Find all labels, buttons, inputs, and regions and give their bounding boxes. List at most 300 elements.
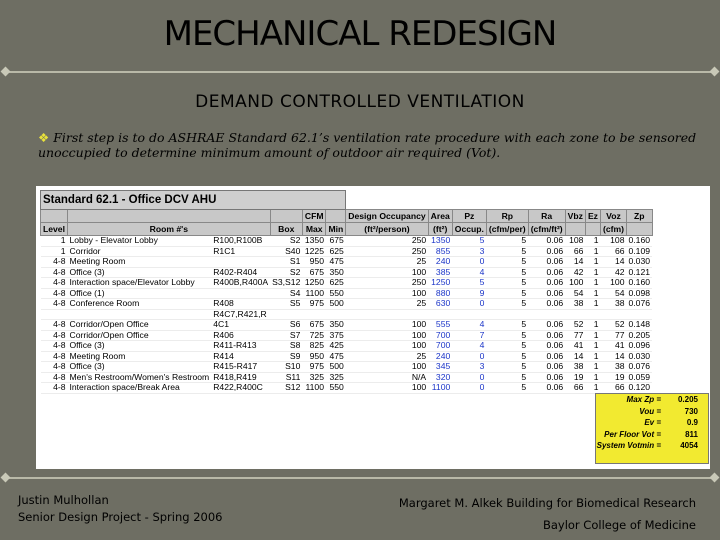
table-cell: 5 — [486, 320, 528, 331]
table-cell: 66 — [565, 246, 585, 257]
spreadsheet-image — [36, 186, 710, 469]
table-cell: 0.06 — [528, 383, 565, 394]
table-cell: 5 — [452, 236, 486, 247]
table-cell: 4-8 — [41, 257, 68, 268]
table-row — [41, 236, 653, 247]
table-row — [41, 341, 653, 352]
table-cell: 1 — [585, 288, 600, 299]
table-row — [41, 309, 653, 320]
footer-project: Senior Design Project - Spring 2006 — [18, 510, 223, 524]
table-cell: 7 — [452, 330, 486, 341]
table-cell: 5 — [486, 351, 528, 362]
table-cell: 5 — [486, 330, 528, 341]
table-cell: 500 — [326, 362, 346, 373]
table-cell: 550 — [326, 288, 346, 299]
table-cell: S2 — [270, 267, 302, 278]
table-cell: R406 — [211, 330, 270, 341]
table-title: Standard 62.1 - Office DCV AHU — [41, 191, 346, 210]
table-cell: S12 — [270, 383, 302, 394]
header-cell — [565, 223, 585, 236]
table-cell: 4-8 — [41, 362, 68, 373]
table-cell: 0.076 — [628, 361, 651, 371]
table-cell: 625 — [326, 278, 346, 289]
table-cell: 0.06 — [528, 362, 565, 373]
table-cell: 4-8 — [41, 383, 68, 394]
header-cell: Rp — [486, 210, 528, 223]
summary-label: Max Zp = — [626, 395, 661, 404]
table-cell: 5 — [486, 267, 528, 278]
table-cell: 555 — [428, 320, 452, 331]
table-cell: 100 — [565, 278, 585, 289]
summary-label: Ev = — [644, 418, 661, 427]
table-cell: 5 — [486, 299, 528, 310]
table-cell: 100 — [346, 362, 428, 373]
table-cell: Office (3) — [67, 267, 211, 278]
table-cell: Office (3) — [67, 362, 211, 373]
table-row — [41, 362, 653, 373]
table-row — [41, 320, 653, 331]
table-cell: 0 — [452, 383, 486, 394]
table-cell: 0.06 — [528, 330, 565, 341]
table-cell: R400B,R400A — [213, 277, 269, 287]
footer-college: Baylor College of Medicine — [542, 518, 696, 532]
summary-box — [595, 393, 709, 464]
table-cell: 4 — [452, 267, 486, 278]
table-cell: 1250 — [302, 278, 326, 289]
table-row — [41, 257, 653, 268]
table-cell: 100 — [346, 288, 428, 299]
table-cell: 0.109 — [628, 246, 651, 256]
table-cell: 5 — [486, 236, 528, 247]
table-cell: 250 — [346, 236, 428, 247]
table-title-blank — [346, 191, 652, 210]
slide-subtitle: DEMAND CONTROLLED VENTILATION — [195, 92, 525, 112]
table-cell: 1 — [585, 372, 600, 383]
table-cell — [67, 309, 211, 320]
table-cell: 5 — [486, 288, 528, 299]
header-cell — [67, 210, 270, 223]
summary-label: Vou = — [639, 406, 661, 416]
table-cell: 4-8 — [41, 278, 68, 289]
table-cell: 108 — [565, 236, 585, 247]
table-row — [41, 351, 653, 362]
divider-bottom-diamond-right-icon — [710, 473, 720, 483]
table-cell: 66 — [600, 383, 626, 394]
header-cell — [270, 210, 302, 223]
table-cell: 0.06 — [528, 267, 565, 278]
table-cell: 0.160 — [628, 277, 651, 287]
table-cell — [428, 309, 452, 320]
table-cell: 19 — [600, 372, 626, 383]
table-cell: 1 — [585, 246, 600, 257]
table-cell: 725 — [302, 330, 326, 341]
table-cell: 3 — [452, 246, 486, 257]
table-cell: 675 — [302, 320, 326, 331]
table-cell: 0 — [452, 299, 486, 310]
table-cell: 625 — [326, 246, 346, 257]
table-cell: 42 — [600, 267, 626, 278]
table-row — [41, 246, 653, 257]
table-cell: 4-8 — [41, 320, 68, 331]
table-row — [41, 372, 653, 383]
header-cell: Min — [326, 223, 346, 236]
table-cell: 1100 — [302, 383, 326, 394]
summary-row — [596, 406, 708, 418]
table-cell: 475 — [326, 351, 346, 362]
table-cell: 4-8 — [41, 341, 68, 352]
table-cell: R422,R400C — [211, 383, 270, 394]
table-cell: 1100 — [302, 288, 326, 299]
table-cell: 54 — [600, 288, 626, 299]
table-cell: 52 — [600, 320, 626, 331]
table-cell: 975 — [302, 362, 326, 373]
table-cell: N/A — [346, 372, 428, 383]
table-cell: 1 — [41, 236, 68, 247]
table-cell: 825 — [302, 341, 326, 352]
summary-value: 4054 — [680, 441, 698, 450]
footer-building-name: Margaret M. Alkek Building for Biomedical Research — [398, 496, 696, 510]
table-cell: R100,R100B — [211, 236, 270, 247]
table-cell: S7 — [270, 330, 302, 341]
header-cell: Room #'s — [67, 223, 270, 236]
table-cell: 38 — [600, 362, 626, 373]
summary-row — [596, 429, 708, 441]
table-cell: Conference Room — [67, 299, 211, 310]
table-cell: 3 — [452, 362, 486, 373]
table-cell: 240 — [428, 257, 452, 268]
table-cell: S11 — [270, 372, 302, 383]
header-cell: Design Occupancy — [346, 210, 428, 223]
table-cell: 1250 — [428, 278, 452, 289]
table-cell: 14 — [565, 351, 585, 362]
table-cell: 1 — [585, 257, 600, 268]
table-cell: 700 — [428, 341, 452, 352]
table-cell: 1 — [585, 383, 600, 394]
header-cell: Area — [428, 210, 452, 223]
table-cell: 54 — [565, 288, 585, 299]
table-cell: 1225 — [302, 246, 326, 257]
divider-bottom — [8, 477, 712, 479]
table-cell: 4-8 — [41, 299, 68, 310]
footer-author — [18, 492, 222, 526]
table-cell: S6 — [270, 320, 302, 331]
table-cell: 0.06 — [528, 299, 565, 310]
header-cell: (cfm) — [600, 223, 626, 236]
table-cell: 0.205 — [628, 330, 651, 340]
table-row — [41, 278, 653, 289]
table-cell: S3,S12 — [272, 277, 301, 287]
table-cell: 0.030 — [628, 256, 651, 266]
table-cell: 0.06 — [528, 288, 565, 299]
table-cell: Meeting Room — [67, 351, 211, 362]
header-cell: Level — [41, 223, 68, 236]
table-cell: 0.121 — [628, 267, 651, 277]
table-cell: 4 — [452, 341, 486, 352]
table-cell: 325 — [302, 372, 326, 383]
divider-top — [8, 71, 712, 73]
table-header-top-row — [41, 210, 653, 223]
table-cell: 5 — [486, 257, 528, 268]
table-cell: 42 — [565, 267, 585, 278]
table-cell: 4-8 — [41, 288, 68, 299]
table-cell: 0.06 — [528, 257, 565, 268]
table-cell: 1 — [585, 267, 600, 278]
table-cell: 0.06 — [528, 341, 565, 352]
table-cell: 550 — [326, 383, 346, 394]
footer-building — [399, 492, 696, 536]
table-cell: S5 — [270, 299, 302, 310]
table-cell: 630 — [428, 299, 452, 310]
divider-diamond-left-icon — [1, 67, 11, 77]
header-cell: Vbz — [565, 210, 585, 223]
table-cell — [528, 309, 565, 320]
summary-value: 811 — [685, 429, 698, 439]
bullet-diamond-icon: ❖ — [38, 130, 50, 145]
table-cell: 25 — [346, 257, 428, 268]
table-cell: 100 — [346, 330, 428, 341]
table-cell: 0.06 — [528, 278, 565, 289]
table-cell: 1 — [585, 341, 600, 352]
table-cell: Corridor — [67, 246, 211, 257]
table-cell: 14 — [565, 257, 585, 268]
table-row — [41, 330, 653, 341]
divider-diamond-right-icon — [710, 67, 720, 77]
table-cell: 4-8 — [41, 330, 68, 341]
table-cell: 1 — [41, 246, 68, 257]
table-cell: S1 — [270, 257, 302, 268]
table-cell: 5 — [486, 372, 528, 383]
summary-label: Per Floor Vot = — [604, 429, 661, 439]
table-cell: 38 — [600, 299, 626, 310]
table-cell: 375 — [326, 330, 346, 341]
table-cell: 1 — [585, 351, 600, 362]
table-cell: 1350 — [302, 236, 326, 247]
table-cell — [211, 288, 270, 299]
table-cell: 675 — [302, 267, 326, 278]
header-cell: (cfm/per) — [486, 223, 528, 236]
table-cell: 77 — [565, 330, 585, 341]
table-cell — [41, 309, 68, 320]
table-cell: 100 — [346, 267, 428, 278]
table-cell: Corridor/Open Office — [67, 330, 211, 341]
table-cell: S10 — [270, 362, 302, 373]
table-cell: 5 — [486, 362, 528, 373]
table-cell: R1C1 — [211, 246, 270, 257]
header-cell: Voz — [600, 210, 626, 223]
table-cell: S2 — [270, 236, 302, 247]
table-cell: 1 — [585, 362, 600, 373]
table-cell: 38 — [565, 299, 585, 310]
bullet-paragraph — [38, 130, 703, 160]
table-cell: 880 — [428, 288, 452, 299]
table-cell: 1 — [585, 299, 600, 310]
table-cell — [326, 309, 346, 320]
table-cell: 66 — [600, 246, 626, 257]
table-cell: S9 — [270, 351, 302, 362]
table-cell: 41 — [600, 341, 626, 352]
header-cell: Box — [270, 223, 302, 236]
table-cell: 4 — [452, 320, 486, 331]
table-cell: 250 — [346, 278, 428, 289]
table-cell: 0 — [452, 372, 486, 383]
header-cell — [627, 223, 653, 236]
table-cell: 108 — [600, 236, 626, 247]
summary-value: 0.9 — [686, 418, 698, 427]
slide-title: MECHANICAL REDESIGN — [163, 14, 557, 54]
table-cell: 700 — [428, 330, 452, 341]
summary-row — [596, 394, 708, 406]
table-cell: R411-R413 — [211, 341, 270, 352]
table-cell: 1 — [585, 236, 600, 247]
table-cell — [565, 309, 585, 320]
table-cell: 14 — [600, 351, 626, 362]
table-cell: 240 — [428, 351, 452, 362]
table-cell: 5 — [452, 278, 486, 289]
table-cell: 41 — [565, 341, 585, 352]
table-cell: 350 — [326, 320, 346, 331]
header-cell — [585, 223, 600, 236]
table-title-row — [41, 191, 653, 210]
table-cell: 325 — [326, 372, 346, 383]
table-cell: 0.076 — [628, 298, 651, 308]
table-cell: 320 — [428, 372, 452, 383]
table-cell: 1350 — [428, 236, 452, 247]
table-cell: 0.06 — [528, 246, 565, 257]
table-cell: 0.06 — [528, 372, 565, 383]
table-cell: 66 — [565, 383, 585, 394]
table-cell: 5 — [486, 278, 528, 289]
table-cell: 950 — [302, 257, 326, 268]
table-row — [41, 299, 653, 310]
table-cell: R402-R404 — [211, 267, 270, 278]
divider-bottom-diamond-left-icon — [1, 473, 11, 483]
table-cell: 0.096 — [628, 340, 651, 350]
table-cell — [302, 309, 326, 320]
table-cell: 0.160 — [628, 235, 651, 245]
table-cell: 475 — [326, 257, 346, 268]
table-cell: 9 — [452, 288, 486, 299]
table-cell: 4-8 — [41, 351, 68, 362]
table-cell: 0.06 — [528, 236, 565, 247]
header-cell: Occup. — [452, 223, 486, 236]
table-cell: Office (3) — [67, 341, 211, 352]
summary-value: 0.205 — [677, 395, 698, 404]
header-cell: (ft²/person) — [346, 223, 428, 236]
header-cell: Ra — [528, 210, 565, 223]
table-cell: 1 — [585, 320, 600, 331]
table-cell: 250 — [346, 246, 428, 257]
table-cell: R414 — [211, 351, 270, 362]
table-cell — [211, 257, 270, 268]
table-cell: 100 — [346, 341, 428, 352]
table-cell: 855 — [428, 246, 452, 257]
header-cell — [41, 210, 68, 223]
table-cell: 975 — [302, 299, 326, 310]
table-cell — [585, 309, 600, 320]
table-cell: 0.098 — [628, 288, 651, 298]
table-cell: 5 — [486, 341, 528, 352]
table-cell: 0 — [452, 257, 486, 268]
table-cell: 0.120 — [628, 382, 651, 392]
header-cell: Zp — [627, 210, 653, 223]
table-row — [41, 383, 653, 394]
table-cell — [486, 309, 528, 320]
table-cell: 1100 — [428, 383, 452, 394]
table-cell: 500 — [326, 299, 346, 310]
table-cell: 77 — [600, 330, 626, 341]
table-cell: Corridor/Open Office — [67, 320, 211, 331]
table-cell: 0.030 — [628, 351, 651, 361]
table-cell: 425 — [326, 341, 346, 352]
header-cell: (ft²) — [428, 223, 452, 236]
table-cell: R4C7,R421,R — [211, 309, 270, 320]
table-cell — [452, 309, 486, 320]
table-cell: 675 — [326, 236, 346, 247]
table-cell — [270, 309, 302, 320]
table-cell: S8 — [270, 341, 302, 352]
table-cell: Interaction space/Elevator Lobby — [67, 278, 211, 289]
table-cell: 25 — [346, 299, 428, 310]
table-cell: Lobby - Elevator Lobby — [67, 236, 211, 247]
summary-value: 730 — [684, 406, 698, 416]
table-cell: 4C1 — [211, 320, 270, 331]
summary-label: System Votmin = — [596, 441, 661, 450]
header-cell: (cfm/ft²) — [528, 223, 565, 236]
table-cell: 100 — [346, 320, 428, 331]
table-cell: S4 — [270, 288, 302, 299]
table-cell: 4-8 — [41, 267, 68, 278]
table-cell: 5 — [486, 383, 528, 394]
table-cell: S40 — [270, 246, 302, 257]
table-cell: 385 — [428, 267, 452, 278]
table-cell: 0.059 — [628, 372, 651, 382]
table-cell: 100 — [346, 383, 428, 394]
header-cell: Pz — [452, 210, 486, 223]
header-cell: Max — [302, 223, 326, 236]
table-cell: 14 — [600, 257, 626, 268]
table-cell: 25 — [346, 351, 428, 362]
table-cell: Interaction space/Break Area — [67, 383, 211, 394]
table-cell: 0.06 — [528, 320, 565, 331]
table-cell: 0.148 — [628, 319, 651, 329]
table-row — [41, 267, 653, 278]
table-cell: 1 — [585, 330, 600, 341]
table-cell — [627, 309, 653, 320]
table-cell: 0.06 — [528, 351, 565, 362]
table-cell — [346, 309, 428, 320]
table-cell: 350 — [326, 267, 346, 278]
table-cell: Office (1) — [67, 288, 211, 299]
table-cell: 345 — [428, 362, 452, 373]
header-cell — [326, 210, 346, 223]
header-cell: CFM — [302, 210, 326, 223]
header-cell: Ez — [585, 210, 600, 223]
table-cell: 950 — [302, 351, 326, 362]
table-cell: 5 — [486, 246, 528, 257]
bullet-text: First step is to do ASHRAE Standard 62.1’s ventilation rate procedure with each zone to be sensored unoccupied to determine minimum amount of outdoor air required (Vot). — [38, 130, 697, 160]
table-cell — [600, 309, 626, 320]
table-cell: R415-R417 — [211, 362, 270, 373]
table-cell: 0 — [452, 351, 486, 362]
footer-author-name: Justin Mulhollan — [18, 493, 109, 507]
table-cell: 1 — [585, 278, 600, 289]
summary-row — [596, 440, 708, 452]
table-cell: 52 — [565, 320, 585, 331]
table-cell: 100 — [600, 278, 626, 289]
table-cell: Meeting Room — [67, 257, 211, 268]
ventilation-table — [40, 190, 653, 394]
table-cell: R408 — [211, 299, 270, 310]
